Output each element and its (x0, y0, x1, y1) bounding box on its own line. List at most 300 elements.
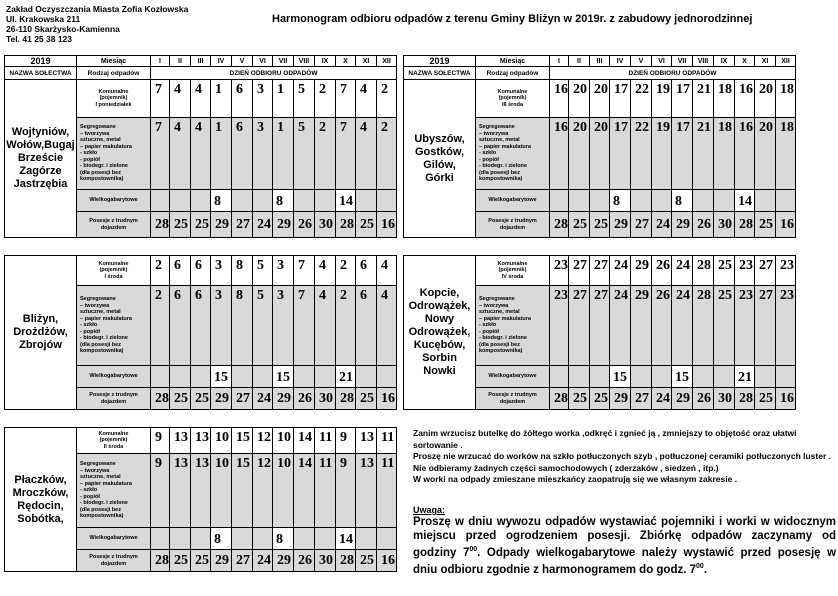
line: - popiół (80, 328, 100, 335)
day-cell: 1 (211, 118, 232, 190)
day-cell: 3 (273, 286, 294, 366)
line: - biodegr. i zielone (80, 500, 128, 507)
day-cell: 11 (377, 428, 397, 454)
schedule-table (4, 427, 397, 572)
line: Rędocin, (17, 499, 64, 512)
line: dojazdem (499, 398, 526, 405)
schedule-table (403, 55, 796, 238)
day-cell: 9 (336, 428, 356, 454)
day-cell: 27 (232, 388, 253, 410)
day-cell: 13 (356, 428, 377, 454)
day-cell (776, 190, 796, 212)
day-cell: 16 (776, 212, 796, 238)
note-item: W worki na odpady zmieszane mieszkańcy zaopatrują się we własnym zakresie . (413, 474, 738, 484)
line: (pojemnik) (498, 267, 527, 274)
month-header: IX (315, 56, 336, 67)
day-cell: 19 (652, 118, 672, 190)
line: - popiół (80, 493, 100, 500)
day-cell: 3 (211, 286, 232, 366)
day-cell: 10 (273, 428, 294, 454)
day-cell (631, 366, 652, 388)
day-cell: 3 (253, 118, 273, 190)
day-cell: 4 (315, 286, 336, 366)
days-label: DZIEŃ ODBIORU ODPADÓW (550, 67, 796, 80)
line: Brzeście (17, 152, 64, 164)
line: sztuczne, metal (479, 309, 520, 316)
day-cell: 23 (776, 286, 796, 366)
day-cell (151, 528, 170, 550)
day-cell (315, 366, 336, 388)
para-part: Proszę w dniu wywozu odpadów wystawiać pojemniki i worki w widocznym miejscu przed ogrodzeniem posesji. Zbiórkę odpadów zaczynamy od godziny 7 (413, 516, 836, 559)
day-cell (170, 190, 191, 212)
day-cell: 29 (273, 388, 294, 410)
day-cell: 28 (735, 212, 755, 238)
day-cell: 28 (151, 550, 170, 572)
day-cell: 14 (735, 190, 755, 212)
para-part: . (703, 564, 708, 577)
day-cell: 2 (151, 286, 170, 366)
day-cell: 20 (590, 118, 610, 190)
day-cell: 29 (273, 212, 294, 238)
day-cell: 29 (211, 212, 232, 238)
line: - biodegr. i zielone (479, 163, 527, 170)
waste-type-komunalne (476, 80, 550, 118)
waste-type-segregowane (77, 286, 151, 366)
day-cell: 10 (211, 428, 232, 454)
waste-type-wielkogabarytowe: Wielkogabarytowe (77, 366, 151, 388)
month-header: XII (776, 56, 796, 67)
village-names (404, 256, 476, 410)
day-cell: 16 (377, 550, 397, 572)
day-cell: 25 (170, 212, 191, 238)
name-column-header: NAZWA SOŁECTWA (404, 67, 476, 80)
day-cell: 14 (294, 428, 315, 454)
day-cell: 7 (336, 118, 356, 190)
day-cell: 25 (569, 212, 590, 238)
day-cell: 1 (273, 80, 294, 118)
day-cell: 22 (631, 118, 652, 190)
day-cell: 28 (336, 550, 356, 572)
day-cell: 5 (253, 286, 273, 366)
line: - szkło (479, 322, 497, 329)
day-cell: 24 (610, 286, 631, 366)
line: - szkło (80, 487, 98, 494)
day-cell (693, 366, 714, 388)
day-cell: 28 (151, 212, 170, 238)
day-cell (294, 190, 315, 212)
day-cell: 13 (191, 428, 211, 454)
day-cell: 17 (672, 80, 693, 118)
waste-type-trudne (77, 212, 151, 238)
month-header: I (151, 56, 170, 67)
day-cell: 29 (631, 286, 652, 366)
day-cell (693, 190, 714, 212)
line: (pojemnik) (99, 95, 128, 102)
line: - popiół (479, 156, 499, 163)
waste-type-segregowane (77, 118, 151, 190)
line: Gostków, (414, 145, 465, 158)
line: Jastrzębia (13, 178, 68, 190)
day-cell: 15 (672, 366, 693, 388)
type-column-header: Rodzaj odpadów (77, 67, 151, 80)
day-cell: 25 (590, 212, 610, 238)
day-cell (253, 190, 273, 212)
day-cell: 7 (151, 118, 170, 190)
day-cell (590, 190, 610, 212)
day-cell: 11 (377, 454, 397, 528)
day-cell: 24 (672, 286, 693, 366)
day-cell: 25 (714, 286, 735, 366)
line: Posesje z trudnym (89, 554, 138, 560)
day-cell: 29 (211, 550, 232, 572)
day-cell (776, 366, 796, 388)
uwaga-heading: Uwaga: (413, 505, 446, 515)
day-cell (170, 366, 191, 388)
day-cell: 22 (631, 80, 652, 118)
day-cell: 28 (550, 212, 569, 238)
day-cell: 17 (610, 118, 631, 190)
line: Segregowane (80, 296, 116, 303)
day-cell: 25 (356, 212, 377, 238)
company-phone: Tel. 41 25 38 123 (6, 34, 73, 44)
line: dojazdem (100, 560, 127, 567)
line: Komunalne (98, 260, 129, 267)
month-header: XI (755, 56, 776, 67)
line: - szkło (80, 150, 98, 157)
para-sup: 00 (696, 563, 704, 571)
day-cell: 8 (273, 190, 294, 212)
day-cell: 15 (211, 366, 232, 388)
waste-type-segregowane (77, 454, 151, 528)
line: II środa (103, 443, 124, 450)
day-cell: 18 (714, 80, 735, 118)
line: kompostownika) (80, 348, 124, 355)
company-city: 26-110 Skarżysko-Kamienna (6, 24, 120, 34)
notes (413, 428, 833, 486)
name-column-header: NAZWA SOŁECTWA (5, 67, 77, 80)
line: sztuczne, metal (479, 137, 520, 144)
day-cell: 29 (672, 212, 693, 238)
day-cell: 27 (755, 256, 776, 286)
day-cell: 28 (336, 212, 356, 238)
day-cell: 14 (336, 190, 356, 212)
line: Odrowążek, (408, 326, 471, 338)
day-cell: 6 (232, 118, 253, 190)
day-cell (377, 190, 397, 212)
line: Sorbin (422, 352, 457, 364)
day-cell: 25 (170, 550, 191, 572)
day-cell: 2 (315, 118, 336, 190)
waste-type-komunalne (77, 80, 151, 118)
waste-type-komunalne (77, 428, 151, 454)
month-label: Miesiąc (77, 56, 151, 67)
day-cell: 3 (253, 80, 273, 118)
line: – tworzywa (479, 302, 509, 309)
day-cell: 27 (232, 550, 253, 572)
company-name: Zakład Oczyszczania Miasta Zofia Kozłowska (6, 4, 189, 14)
line: (dla posesji bez (479, 341, 520, 348)
line: – papier makulatura (80, 143, 132, 150)
line: sztuczne, metal (80, 474, 121, 481)
month-header: X (735, 56, 755, 67)
line: (dla posesji bez (479, 169, 520, 176)
para-sup: 00 (469, 546, 478, 553)
day-cell (714, 366, 735, 388)
line: (dla posesji bez (80, 169, 121, 176)
day-cell: 2 (315, 80, 336, 118)
day-cell: 25 (569, 388, 590, 410)
day-cell: 23 (735, 256, 755, 286)
month-header: IV (211, 56, 232, 67)
waste-type-trudne (77, 388, 151, 410)
day-cell: 8 (672, 190, 693, 212)
month-header: V (631, 56, 652, 67)
day-cell (652, 190, 672, 212)
line: IV środa (501, 273, 524, 280)
day-cell: 15 (232, 454, 253, 528)
line: Drożdżów, (13, 326, 68, 338)
day-cell: 26 (294, 388, 315, 410)
day-cell: 7 (294, 286, 315, 366)
day-cell: 30 (714, 212, 735, 238)
line: Posesje z trudnym (89, 218, 138, 224)
day-cell: 29 (610, 388, 631, 410)
day-cell: 16 (377, 212, 397, 238)
day-cell: 8 (232, 286, 253, 366)
day-cell: 20 (569, 118, 590, 190)
waste-type-segregowane (476, 118, 550, 190)
line: Wołów,Bugaj (6, 139, 75, 151)
month-header: III (191, 56, 211, 67)
day-cell: 16 (550, 118, 569, 190)
line: Posesje z trudnym (89, 392, 138, 398)
waste-type-segregowane (476, 286, 550, 366)
day-cell: 4 (377, 286, 397, 366)
day-cell: 24 (253, 550, 273, 572)
line: Zbrojów (19, 339, 62, 351)
day-cell (294, 528, 315, 550)
day-cell: 14 (294, 454, 315, 528)
note-item: Proszę nie wrzucać do worków na szkło potłuczonych szyb , potłuczonej ceramiki potłuczonych luster . (413, 451, 832, 461)
line: – tworzywa (80, 130, 110, 137)
day-cell: 29 (672, 388, 693, 410)
line: (pojemnik) (99, 437, 128, 444)
day-cell: 16 (776, 388, 796, 410)
day-cell: 16 (377, 388, 397, 410)
day-cell (315, 190, 336, 212)
document-title: Harmonogram odbioru odpadów z terenu Gminy Bliżyn w 2019r. z zabudowy jednorodzinnej (272, 13, 753, 25)
day-cell: 21 (693, 80, 714, 118)
waste-type-wielkogabarytowe: Wielkogabarytowe (77, 190, 151, 212)
day-cell: 4 (191, 118, 211, 190)
day-cell: 29 (273, 550, 294, 572)
line: dojazdem (100, 398, 127, 405)
day-cell (232, 528, 253, 550)
line: – tworzywa (80, 467, 110, 474)
month-header: VI (253, 56, 273, 67)
day-cell: 26 (652, 256, 672, 286)
waste-type-wielkogabarytowe: Wielkogabarytowe (476, 190, 550, 212)
day-cell (377, 366, 397, 388)
waste-type-wielkogabarytowe: Wielkogabarytowe (77, 528, 151, 550)
day-cell: 30 (315, 212, 336, 238)
schedule-table (4, 55, 397, 238)
day-cell: 25 (191, 550, 211, 572)
month-header: VI (652, 56, 672, 67)
day-cell (170, 528, 191, 550)
day-cell: 13 (170, 454, 191, 528)
day-cell: 16 (550, 80, 569, 118)
day-cell: 8 (232, 256, 253, 286)
day-cell: 5 (253, 256, 273, 286)
waste-type-komunalne (77, 256, 151, 286)
line: kompostownika) (80, 513, 124, 520)
day-cell: 6 (232, 80, 253, 118)
line: I środa (104, 273, 123, 280)
day-cell: 12 (253, 428, 273, 454)
day-cell: 30 (714, 388, 735, 410)
day-cell (377, 528, 397, 550)
month-header: IX (714, 56, 735, 67)
day-cell: 28 (693, 286, 714, 366)
day-cell: 23 (735, 286, 755, 366)
day-cell: 14 (336, 528, 356, 550)
day-cell: 18 (776, 80, 796, 118)
day-cell: 6 (356, 286, 377, 366)
day-cell: 25 (191, 388, 211, 410)
day-cell: 18 (776, 118, 796, 190)
line: Górki (425, 171, 454, 184)
line: Kucębów, (413, 339, 466, 351)
line: - popiół (80, 156, 100, 163)
line: dojazdem (100, 224, 127, 231)
day-cell: 23 (776, 256, 796, 286)
day-cell: 30 (315, 388, 336, 410)
day-cell: 8 (273, 528, 294, 550)
day-cell: 6 (191, 256, 211, 286)
day-cell: 4 (191, 80, 211, 118)
day-cell (550, 190, 569, 212)
line: Segregowane (80, 461, 116, 468)
day-cell: 20 (569, 80, 590, 118)
line: Komunalne (497, 260, 528, 267)
day-cell: 25 (356, 388, 377, 410)
day-cell: 3 (211, 256, 232, 286)
line: Zagórze (19, 165, 62, 177)
day-cell: 26 (693, 212, 714, 238)
day-cell: 29 (610, 212, 631, 238)
day-cell: 13 (356, 454, 377, 528)
line: Nowy (424, 313, 455, 325)
day-cell: 27 (590, 286, 610, 366)
village-names (5, 428, 77, 572)
village-names (5, 256, 77, 410)
day-cell: 15 (232, 428, 253, 454)
day-cell: 5 (294, 118, 315, 190)
day-cell (253, 366, 273, 388)
day-cell: 20 (755, 118, 776, 190)
line: Mroczków, (12, 486, 69, 499)
waste-type-trudne (476, 212, 550, 238)
schedule-table (403, 255, 796, 410)
line: Segregowane (479, 124, 515, 131)
line: kompostownika) (479, 176, 523, 183)
day-cell: 20 (755, 80, 776, 118)
day-cell: 13 (191, 454, 211, 528)
day-cell: 15 (610, 366, 631, 388)
day-cell (356, 528, 377, 550)
line: Posesje z trudnym (488, 218, 537, 224)
day-cell (569, 190, 590, 212)
waste-type-wielkogabarytowe: Wielkogabarytowe (476, 366, 550, 388)
para-part: . Odpady wielkogabarytowe należy wystawić przed posesję w dniu odbioru zgodnie z harmonogramem do godz. 7 (413, 546, 837, 577)
day-cell: 8 (211, 190, 232, 212)
day-cell: 15 (273, 366, 294, 388)
day-cell (631, 190, 652, 212)
day-cell: 27 (569, 256, 590, 286)
day-cell: 28 (735, 388, 755, 410)
day-cell: 6 (356, 256, 377, 286)
day-cell: 27 (232, 212, 253, 238)
day-cell: 28 (151, 388, 170, 410)
line: (dla posesji bez (80, 506, 121, 513)
day-cell: 21 (336, 366, 356, 388)
day-cell: 24 (610, 256, 631, 286)
day-cell (191, 366, 211, 388)
day-cell: 27 (631, 388, 652, 410)
day-cell: 25 (590, 388, 610, 410)
day-cell: 9 (336, 454, 356, 528)
month-header: VII (672, 56, 693, 67)
day-cell: 10 (211, 454, 232, 528)
day-cell (356, 366, 377, 388)
day-cell (151, 190, 170, 212)
type-column-header: Rodzaj odpadów (476, 67, 550, 80)
line: Płaczków, (14, 473, 67, 486)
day-cell: 25 (714, 256, 735, 286)
day-cell (232, 366, 253, 388)
year-header: 2019 (5, 56, 77, 67)
day-cell: 4 (377, 256, 397, 286)
line: Komunalne (497, 88, 528, 95)
line: Kopcie, (419, 287, 460, 299)
village-names (404, 80, 476, 238)
line: (pojemnik) (99, 267, 128, 274)
day-cell (232, 190, 253, 212)
village-names (5, 80, 77, 238)
day-cell: 24 (652, 388, 672, 410)
line: (dla posesji bez (80, 341, 121, 348)
line: Posesje z trudnym (488, 392, 537, 398)
day-cell: 6 (191, 286, 211, 366)
line: Segregowane (80, 124, 116, 131)
schedule-table (4, 255, 397, 410)
day-cell (652, 366, 672, 388)
line: dojazdem (499, 224, 526, 231)
day-cell: 2 (336, 256, 356, 286)
day-cell: 7 (151, 80, 170, 118)
day-cell: 4 (315, 256, 336, 286)
line: - biodegr. i zielone (80, 163, 128, 170)
line: kompostownika) (80, 176, 124, 183)
month-header: IV (610, 56, 631, 67)
day-cell: 24 (652, 212, 672, 238)
line: Wojtyniów, (11, 126, 70, 138)
day-cell: 26 (294, 550, 315, 572)
line: – papier makulatura (80, 315, 132, 322)
day-cell: 16 (735, 118, 755, 190)
day-cell: 19 (652, 80, 672, 118)
